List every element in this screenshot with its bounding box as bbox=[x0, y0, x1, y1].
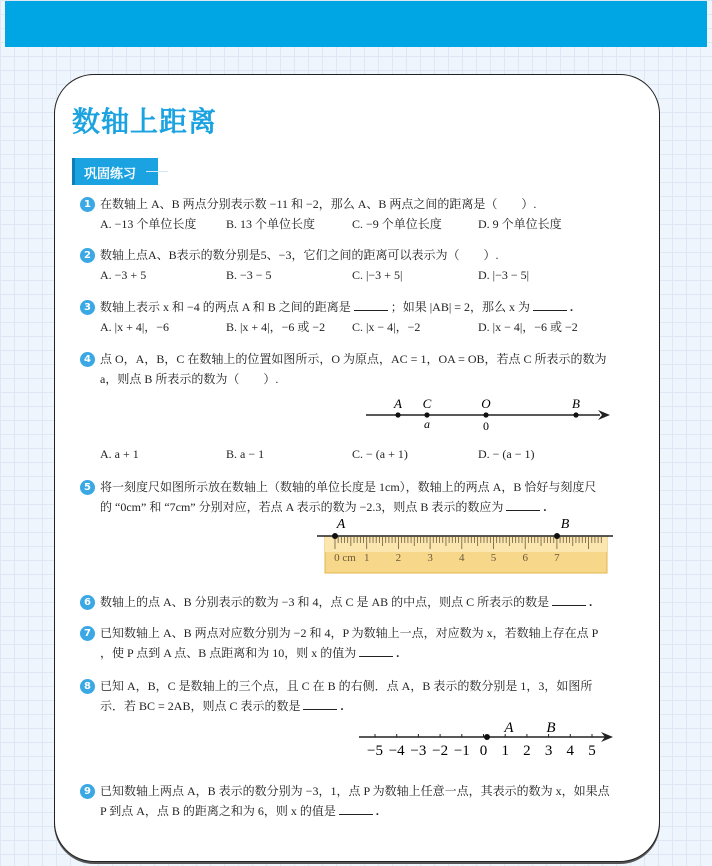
question-stem-part1: 数轴上表示 x 和 −4 的两点 A 和 B 之间的距离是 bbox=[100, 300, 351, 314]
option-a: A. |x + 4|，−6 bbox=[100, 320, 170, 334]
question-stem-line1: 已知数轴上两点 A，B 表示的数分别为 −3，1，点 P 为数轴上任意一点，其表示的数为 x，如果点 bbox=[100, 784, 610, 798]
option-c: C. − (a + 1) bbox=[352, 447, 408, 461]
question-number-badge: 4 bbox=[80, 352, 95, 367]
ruler-tick-label: 1 bbox=[363, 552, 370, 564]
ruler-tick-label: 4 bbox=[459, 552, 465, 564]
option-b: B. a − 1 bbox=[226, 447, 265, 461]
answer-blank[interactable] bbox=[303, 698, 337, 710]
question-number-badge: 9 bbox=[80, 784, 95, 799]
option-d: D. 9 个单位长度 bbox=[478, 217, 562, 231]
label-a: A bbox=[504, 720, 514, 736]
question-stem-line2: 的 “0cm” 和 “7cm” 分别对应，若点 A 表示的数为 −2.3，则点 B 表示的数应为 bbox=[100, 500, 504, 514]
number-line-figure-q4 bbox=[360, 393, 615, 433]
ruler-tick-label: 2 bbox=[395, 552, 402, 564]
question-number-badge: 5 bbox=[80, 480, 95, 495]
question-stem-line2: 示．若 BC = 2AB，则点 C 表示的数是 bbox=[100, 699, 301, 713]
number-line-tick-label: 4 bbox=[566, 743, 575, 759]
number-line-tick-label: 0 bbox=[479, 743, 488, 759]
option-b: B. 13 个单位长度 bbox=[226, 217, 316, 231]
option-a: A. −3 + 5 bbox=[100, 268, 147, 282]
ruler-tick-label: 7 bbox=[554, 552, 560, 564]
ruler-tick-label: 0 cm bbox=[334, 552, 356, 564]
question-5 bbox=[80, 477, 625, 517]
label-b: B bbox=[546, 720, 556, 736]
question-number-badge: 8 bbox=[80, 679, 95, 694]
label-b: B bbox=[560, 517, 570, 532]
number-line-tick-label: −4 bbox=[388, 743, 405, 759]
point-a bbox=[332, 533, 338, 539]
label-a: A bbox=[394, 396, 402, 411]
number-line-tick-label: −1 bbox=[453, 743, 470, 759]
answer-blank[interactable] bbox=[506, 499, 540, 511]
point-b bbox=[554, 533, 560, 539]
question-3 bbox=[80, 297, 625, 337]
option-b: B. −3 − 5 bbox=[226, 268, 272, 282]
number-line-tick-label: −2 bbox=[432, 743, 449, 759]
point-a bbox=[395, 412, 400, 417]
question-stem: 在数轴上 A、B 两点分别表示数 −11 和 −2，那么 A、B 两点之间的距离是（ ）. bbox=[100, 197, 537, 211]
question-number-badge: 6 bbox=[80, 595, 95, 610]
ruler-tick-label: 5 bbox=[490, 552, 497, 564]
question-stem-line1: 将一刻度尺如图所示放在数轴上（数轴的单位长度是 1cm），数轴上的两点 A，B 恰好与刻度尺 bbox=[100, 480, 597, 494]
sublabel-c: a bbox=[424, 417, 430, 431]
option-c: C. |x − 4|，−2 bbox=[352, 320, 421, 334]
option-a: A. −13 个单位长度 bbox=[100, 217, 197, 231]
label-o: O bbox=[481, 396, 491, 411]
number-line-tick-label: 5 bbox=[588, 743, 596, 759]
question-4 bbox=[80, 349, 625, 389]
question-stem: 数轴上点A、B表示的数分别是5、−3，它们之间的距离可以表示为（ ）. bbox=[100, 248, 499, 262]
question-stem-part2: ；如果 |AB| = 2，那么 x 为 bbox=[390, 300, 531, 314]
ruler-tick-label: 6 bbox=[522, 552, 528, 564]
ruler-figure-q5 bbox=[315, 514, 615, 576]
point-b bbox=[573, 412, 578, 417]
option-d: D. |−3 − 5| bbox=[478, 268, 530, 282]
question-number-badge: 7 bbox=[80, 626, 95, 641]
page-title: 数轴上距离 bbox=[72, 105, 218, 138]
ruler-tick-label: 3 bbox=[427, 552, 433, 564]
answer-blank[interactable] bbox=[552, 594, 586, 606]
section-header-line bbox=[146, 171, 168, 172]
ruler-highlight bbox=[325, 536, 607, 552]
question-1 bbox=[80, 194, 625, 234]
stem-end: . bbox=[589, 595, 593, 609]
number-line-tick-label: 2 bbox=[523, 743, 531, 759]
question-stem: 数轴上的点 A、B 分别表示的数为 −3 和 4，点 C 是 AB 的中点，则点 C 所表示的数是 bbox=[100, 595, 550, 609]
label-b: B bbox=[572, 396, 580, 411]
answer-blank[interactable] bbox=[339, 803, 373, 815]
stem-end: . bbox=[375, 804, 379, 818]
question-9 bbox=[80, 781, 625, 821]
question-stem-line2: ，使 P 点到 A 点、B 点距离和为 10，则 x 的值为 bbox=[100, 646, 357, 660]
option-d: D. − (a − 1) bbox=[478, 447, 535, 461]
question-stem-line1: 已知数轴上 A、B 两点对应数分别为 −2 和 4，P 为数轴上一点，对应数为 x，若数轴上存在点 P bbox=[100, 626, 599, 640]
number-line-figure-q8 bbox=[355, 716, 615, 760]
answer-blank[interactable] bbox=[533, 299, 567, 311]
stem-end: . bbox=[396, 646, 400, 660]
stem-end: . bbox=[543, 500, 547, 514]
point-o bbox=[483, 412, 488, 417]
answer-blank[interactable] bbox=[359, 645, 393, 657]
sublabel-o: 0 bbox=[483, 419, 489, 433]
question-number-badge: 2 bbox=[80, 248, 95, 263]
question-6 bbox=[80, 592, 625, 612]
question-8 bbox=[80, 676, 625, 716]
number-line-tick-label: −3 bbox=[410, 743, 427, 759]
option-b: B. |x + 4|，−6 或 −2 bbox=[226, 320, 326, 334]
option-c: C. |−3 + 5| bbox=[352, 268, 403, 282]
question-stem-line1: 已知 A，B，C 是数轴上的三个点，且 C 在 B 的右侧．点 A，B 表示的数分别是 1，3，如图所 bbox=[100, 679, 593, 693]
option-a: A. a + 1 bbox=[100, 447, 139, 461]
number-line-tick-label: −5 bbox=[367, 743, 383, 759]
section-header-label: 巩固练习 bbox=[84, 167, 137, 182]
question-7 bbox=[80, 623, 625, 663]
question-4-options bbox=[80, 444, 625, 464]
top-banner bbox=[5, 1, 707, 47]
question-stem-line1: 点 O，A，B，C 在数轴上的位置如图所示，O 为原点，AC = 1，OA = OB，若点 C 所表示的数为 bbox=[100, 352, 607, 366]
option-c: C. −9 个单位长度 bbox=[352, 217, 442, 231]
section-header bbox=[72, 158, 158, 185]
answer-blank[interactable] bbox=[354, 299, 388, 311]
question-number-badge: 3 bbox=[80, 300, 95, 315]
question-stem-line2: P 到点 A，点 B 的距离之和为 6，则 x 的值是 bbox=[100, 804, 336, 818]
option-d: D. |x − 4|，−6 或 −2 bbox=[478, 320, 578, 334]
label-a: A bbox=[336, 517, 346, 532]
number-line-tick-label: 1 bbox=[501, 743, 509, 759]
question-stem-line2: a，则点 B 所表示的数为（ ）. bbox=[100, 372, 279, 386]
question-number-badge: 1 bbox=[80, 197, 95, 212]
origin-point bbox=[484, 734, 490, 740]
question-2 bbox=[80, 245, 625, 285]
stem-end: . bbox=[570, 300, 574, 314]
label-c: C bbox=[422, 396, 432, 411]
stem-end: . bbox=[340, 699, 344, 713]
number-line-tick-label: 3 bbox=[544, 743, 553, 759]
